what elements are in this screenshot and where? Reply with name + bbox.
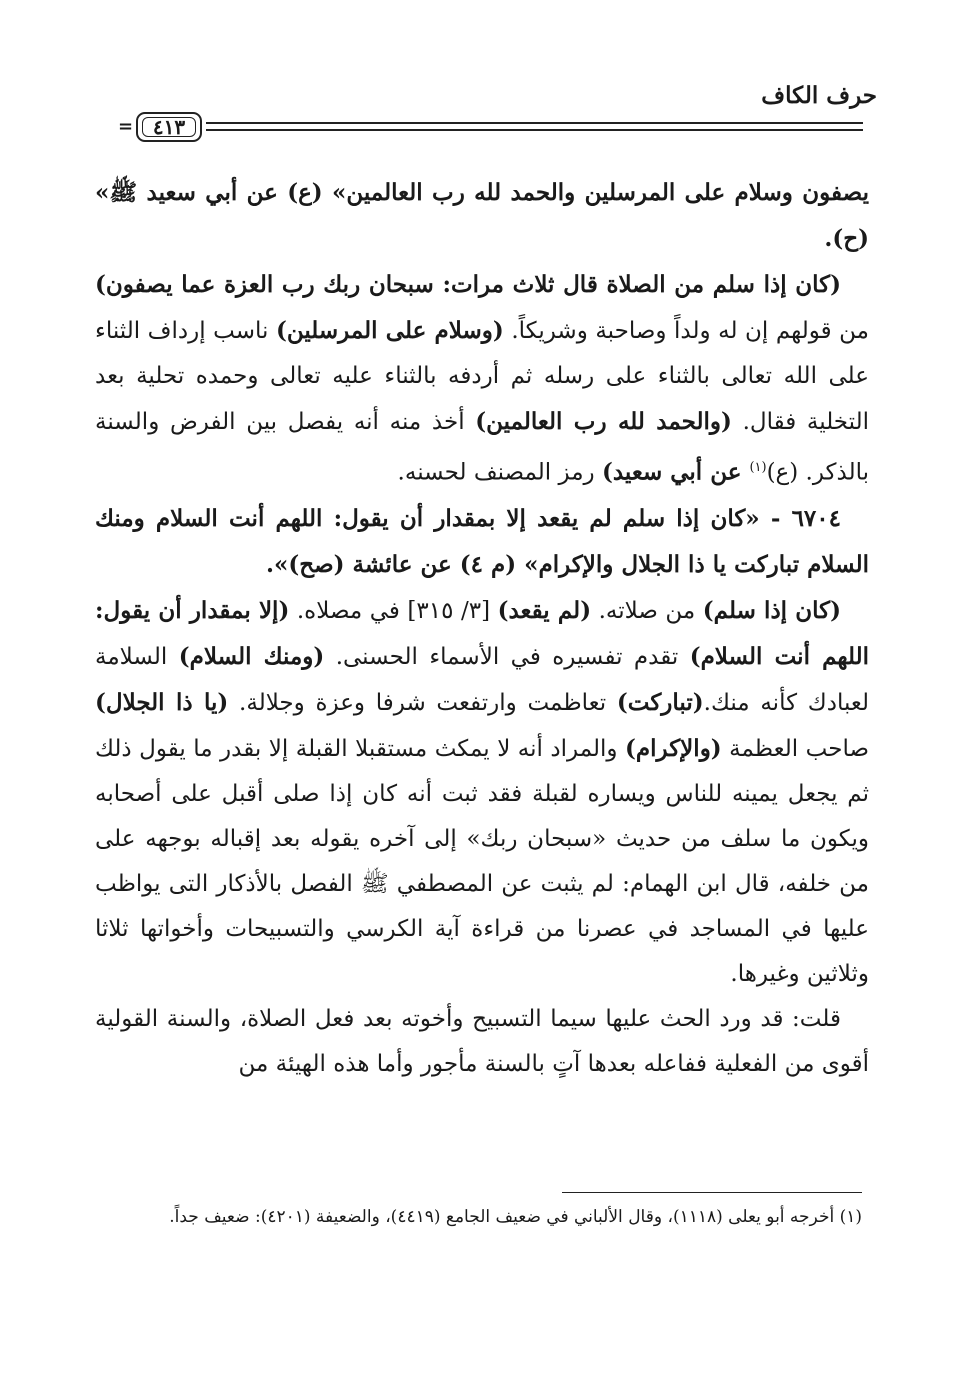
page-number-badge bbox=[136, 112, 202, 142]
text-run: والمراد أنه لا يمكث مستقبلا القبلة إلا بقدر ما يقول ذلك ثم يجعل يمينه للناس ويساره لقبلة فقد ثبت أنه كان إذا صلى أقبل على أصحابه ويكون ما سلف من حديث «سبحان ربك» إلى آخره يقوله بعد إقباله بوجهه على من خلفه، قال ابن الهمام: لم يثبت عن المصطفي ﷺ الفصل بالأذكار التى يواظب عليها في المساجد في عصرنا من قراءة آية الكرسي والتسبيحات وأخواتها ثلاثا وثلاثين وغيرها. bbox=[95, 735, 869, 987]
paragraph bbox=[95, 170, 869, 262]
paragraph bbox=[95, 496, 869, 588]
body-text bbox=[95, 170, 869, 1087]
text-run: صاحب العظمة bbox=[721, 735, 869, 762]
text-run: رمز المصنف لحسنه. bbox=[397, 459, 602, 486]
bold-text: (كان إذا سلم من الصلاة قال ثلاث مرات: سبحان ربك رب العزة عما يصفون) bbox=[95, 271, 841, 298]
text-run: من صلاته. bbox=[591, 597, 703, 624]
bold-text: (والإكرام) bbox=[625, 734, 722, 762]
paragraph bbox=[95, 588, 869, 997]
text-run: أخذ منه أنه يفصل بين الفرض والسنة بالذكر. (ع) bbox=[95, 409, 869, 486]
paragraph bbox=[95, 262, 869, 496]
bold-text: (كان إذا سلم) bbox=[702, 596, 842, 624]
bold-text: (وسلام على المرسلين) bbox=[275, 317, 504, 344]
bold-text: (والحمد لله رب العالمين) bbox=[475, 408, 732, 435]
footnote-ref: (١) bbox=[749, 460, 767, 475]
bold-text: عن أبي سعيد) bbox=[601, 458, 750, 486]
footnotes bbox=[95, 1202, 862, 1232]
chapter-title: حرف الكاف bbox=[761, 82, 877, 109]
text-run: تقدم تفسيره في الأسماء الحسنى. bbox=[324, 643, 690, 670]
text-run: تعاظمت وارتفعت شرفا وعزة وجلالة. bbox=[228, 689, 617, 716]
bold-text: يصفون وسلام على المرسلين والحمد لله رب العالمين» (ع) عن أبي سعيد ﷺ» (ح). bbox=[95, 179, 869, 252]
footnote-separator bbox=[562, 1192, 862, 1193]
header-rule-line-top bbox=[206, 122, 863, 124]
text-run: قلت: قد ورد الحث عليها سيما التسبيح وأخوته بعد فعل الصلاة، والسنة القولية أقوى من الفعلية ففاعله بعدها آتٍ بالسنة مأجور وأما هذه الهيئة من bbox=[95, 1005, 869, 1077]
bold-text: (تباركت) bbox=[616, 688, 704, 716]
bold-text: (يا ذا الجلال) bbox=[95, 688, 229, 716]
bold-text: (لم يقعد) bbox=[497, 596, 592, 624]
header-rule bbox=[118, 112, 863, 152]
bold-text: (إلا بمقدار أن يقول: اللهم أنت السلام) bbox=[95, 596, 870, 670]
page-number: ٤١٣ bbox=[152, 115, 186, 139]
header-rule-end-mark: = bbox=[118, 116, 134, 137]
footnote: (١) أخرجه أبو يعلى (١١١٨)، وقال الألباني في ضعيف الجامع (٤٤١٩)، والضعيفة (٤٢٠١): ضعيف جداً. bbox=[169, 1207, 862, 1227]
text-run: ناسب إرداف الثناء على الله تعالى بالثناء على رسله ثم أردفه بالثناء عليه تعالى وحمده تحلية بعد التخلية فقال. bbox=[95, 318, 869, 435]
bold-text: (ومنك السلام) bbox=[178, 642, 325, 670]
header-rule-line-bottom bbox=[206, 129, 863, 131]
text-run: من قولهم إن له ولداً وصاحبة وشريكاً. bbox=[503, 318, 869, 344]
text-run: [٣/ ٣١٥] في مصلاه. bbox=[289, 597, 498, 624]
bold-text: ٦٧٠٤ - «كان إذا سلم لم يقعد إلا بمقدار أن يقول: اللهم أنت السلام ومنك السلام تباركت يا ذا الجلال والإكرام» (م ٤) عن عائشة (صح)». bbox=[95, 504, 869, 578]
paragraph bbox=[95, 997, 869, 1087]
text-run: السلامة لعبادك كأنه منك. bbox=[95, 643, 869, 716]
